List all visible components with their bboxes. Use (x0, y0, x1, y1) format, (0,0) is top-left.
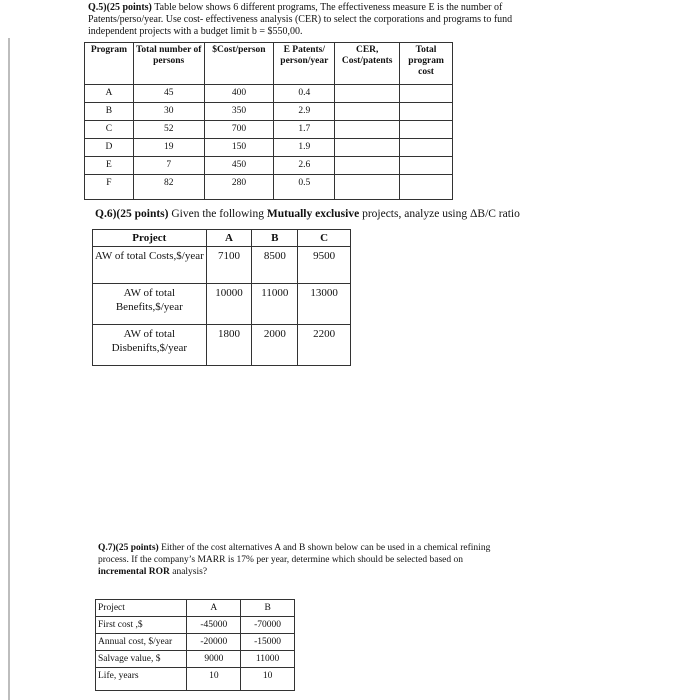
table-row (93, 284, 351, 325)
table-cell (400, 103, 453, 121)
q6-projects-table (92, 229, 351, 366)
table-cell: B (85, 103, 134, 121)
row-label: AW of total Costs,$/year (93, 247, 207, 284)
table-row (96, 651, 295, 668)
table-cell: 450 (204, 157, 274, 175)
table-cell: 19 (133, 139, 204, 157)
table-cell: 11000 (252, 284, 298, 325)
table-cell: 7100 (206, 247, 252, 284)
table-cell (400, 175, 453, 200)
table-cell: 82 (133, 175, 204, 200)
table-row (93, 325, 351, 366)
table-cell: 2.6 (274, 157, 335, 175)
header-cell: Total number of persons (133, 43, 204, 85)
table-row (96, 634, 295, 651)
q7-text-after: analysis? (169, 567, 208, 577)
header-cell: B (252, 230, 298, 247)
table-cell (335, 139, 400, 157)
table-header-row (85, 43, 453, 85)
table-cell: 10 (241, 668, 295, 691)
table-cell: 2200 (298, 325, 351, 366)
table-cell: 280 (204, 175, 274, 200)
table-cell: 7 (133, 157, 204, 175)
table-cell (335, 85, 400, 103)
table-cell: 52 (133, 121, 204, 139)
table-cell: -15000 (241, 634, 295, 651)
header-cell: Total program cost (400, 43, 453, 85)
table-cell: 400 (204, 85, 274, 103)
table-cell: 13000 (298, 284, 351, 325)
table-cell: 2000 (252, 325, 298, 366)
header-cell: Program (85, 43, 134, 85)
table-cell: -20000 (187, 634, 241, 651)
q5-text-line1: Table below shows 6 different programs, The effectiveness measure E is the number of (151, 2, 503, 13)
table-row (85, 139, 453, 157)
table-row (96, 617, 295, 634)
table-cell: -70000 (241, 617, 295, 634)
table-cell: 45 (133, 85, 204, 103)
q5-text-line3: independent projects with a budget limit b = $550,00. (88, 26, 303, 37)
table-cell: D (85, 139, 134, 157)
header-cell: E Patents/ person/year (274, 43, 335, 85)
table-cell: 1800 (206, 325, 252, 366)
row-label: Salvage value, $ (96, 651, 187, 668)
row-label: First cost ,$ (96, 617, 187, 634)
question-6 (95, 208, 520, 220)
table-cell: F (85, 175, 134, 200)
table-cell (335, 157, 400, 175)
row-label: AW of total Disbenifts,$/year (93, 325, 207, 366)
table-row (93, 247, 351, 284)
table-cell: 1.7 (274, 121, 335, 139)
table-cell: 9500 (298, 247, 351, 284)
table-cell (335, 175, 400, 200)
table-header-row (96, 600, 295, 617)
q5-text-line2: Patents/perso/year. Use cost- effectiveness analysis (CER) to select the corporations and programs to fund (88, 14, 513, 25)
table-row (85, 85, 453, 103)
table-cell: 11000 (241, 651, 295, 668)
row-label: AW of total Benefits,$/year (93, 284, 207, 325)
table-cell: E (85, 157, 134, 175)
table-cell (400, 139, 453, 157)
q7-emphasis: incremental ROR (98, 567, 170, 577)
table-cell: 1.9 (274, 139, 335, 157)
table-cell (335, 121, 400, 139)
header-cell: $Cost/person (204, 43, 274, 85)
table-cell: C (85, 121, 134, 139)
table-cell: 10000 (206, 284, 252, 325)
table-cell: 150 (204, 139, 274, 157)
table-cell: 2.9 (274, 103, 335, 121)
table-row (85, 175, 453, 200)
q7-text-line1: Either of the cost alternatives A and B shown below can be used in a chemical refining (158, 543, 491, 553)
question-7 (98, 542, 548, 578)
table-cell (400, 157, 453, 175)
table-row (96, 668, 295, 691)
question-5 (88, 2, 558, 38)
table-cell: 30 (133, 103, 204, 121)
q6-text-after: projects, analyze using ΔB/C ratio (359, 208, 520, 220)
q6-label: Q.6)(25 points) (95, 208, 169, 220)
q5-programs-table (84, 42, 453, 200)
table-cell: 8500 (252, 247, 298, 284)
table-cell (400, 85, 453, 103)
q5-label: Q.5)(25 points) (88, 2, 152, 13)
table-row (85, 121, 453, 139)
q7-alternatives-table (95, 599, 295, 691)
header-cell: CER, Cost/patents (335, 43, 400, 85)
table-cell: -45000 (187, 617, 241, 634)
table-cell: 0.5 (274, 175, 335, 200)
table-cell (335, 103, 400, 121)
table-cell: 10 (187, 668, 241, 691)
table-cell: 0.4 (274, 85, 335, 103)
header-cell: Project (96, 600, 187, 617)
table-header-row (93, 230, 351, 247)
q7-label: Q.7)(25 points) (98, 543, 159, 553)
table-row (85, 157, 453, 175)
header-cell: B (241, 600, 295, 617)
q6-emphasis: Mutually exclusive (266, 208, 360, 220)
table-cell: 9000 (187, 651, 241, 668)
header-cell: A (206, 230, 252, 247)
header-cell: A (187, 600, 241, 617)
table-cell (400, 121, 453, 139)
q7-text-line2: process. If the company’s MARR is 17% per year, determine which should be selected based on (98, 555, 464, 565)
header-cell: C (298, 230, 351, 247)
table-cell: A (85, 85, 134, 103)
q6-text-before: Given the following (168, 208, 267, 220)
table-cell: 700 (204, 121, 274, 139)
header-cell: Project (93, 230, 207, 247)
table-row (85, 103, 453, 121)
row-label: Annual cost, $/year (96, 634, 187, 651)
table-cell: 350 (204, 103, 274, 121)
page-left-border (8, 38, 10, 700)
row-label: Life, years (96, 668, 187, 691)
